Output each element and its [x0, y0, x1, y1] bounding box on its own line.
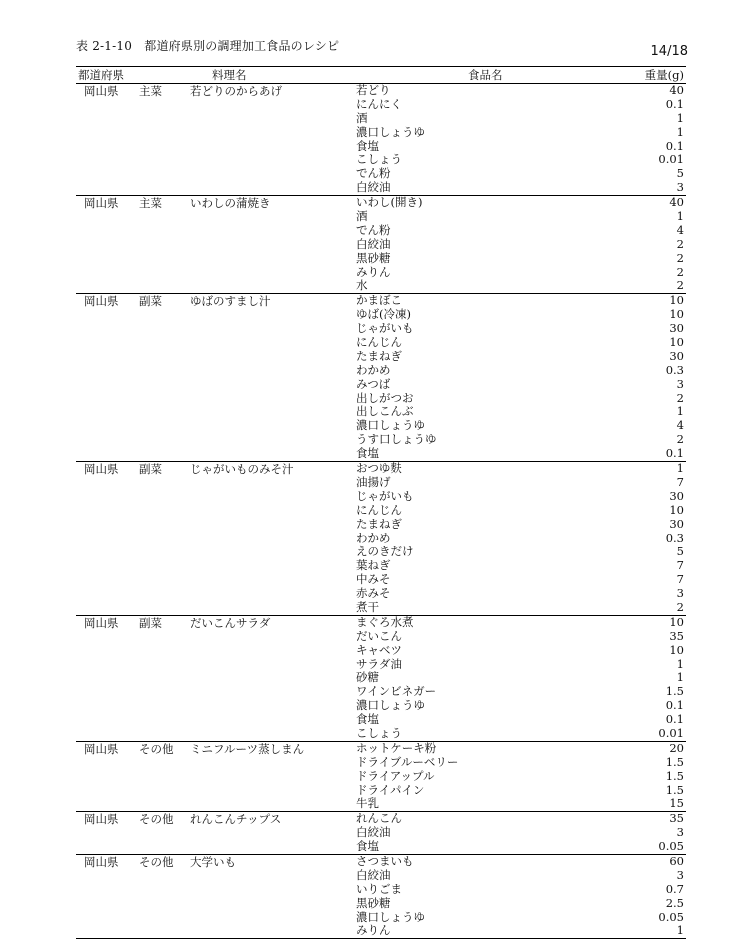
- weight-cell: 30: [669, 348, 684, 363]
- dish-name-cell: 若どりのからあげ: [190, 84, 282, 98]
- food-name-cell: 葉ねぎ: [356, 558, 391, 573]
- weight-cell: 2: [676, 264, 684, 279]
- weight-cell: 1: [676, 656, 684, 671]
- food-name-cell: ドライブルーベリー: [356, 754, 459, 769]
- weight-cell: 3: [676, 867, 684, 882]
- table-row: [76, 405, 686, 419]
- table-row: [76, 518, 686, 532]
- recipe-group: [76, 84, 686, 196]
- category-cell: その他: [139, 854, 174, 869]
- table-row: [76, 897, 686, 911]
- table-row: [76, 476, 686, 490]
- weight-cell: 1: [676, 404, 684, 419]
- table-row: [76, 294, 686, 308]
- weight-cell: 10: [669, 614, 684, 629]
- food-name-cell: じゃがいも: [356, 488, 414, 503]
- weight-cell: 1: [676, 110, 684, 125]
- weight-cell: 4: [676, 222, 684, 237]
- food-name-cell: 若どり: [356, 83, 391, 97]
- table-row: [76, 756, 686, 770]
- food-name-cell: 濃口しょうゆ: [356, 418, 425, 433]
- food-name-cell: いわし(開き): [356, 195, 423, 210]
- food-name-cell: 白絞油: [356, 236, 391, 251]
- weight-cell: 0.01: [658, 725, 684, 740]
- weight-cell: 2: [676, 278, 684, 293]
- weight-cell: 2.5: [665, 895, 684, 910]
- weight-cell: 3: [676, 180, 684, 195]
- dish-name-cell: ゆばのすまし汁: [190, 294, 271, 309]
- table-row: [76, 181, 686, 195]
- table-row: [76, 587, 686, 601]
- weight-cell: 40: [669, 83, 684, 97]
- prefecture-cell: 岡山県: [84, 615, 119, 630]
- weight-cell: 0.1: [665, 698, 684, 713]
- table-row: [76, 98, 686, 112]
- table-row: [76, 140, 686, 154]
- food-name-cell: ドライアップル: [356, 768, 435, 783]
- table-row: [76, 559, 686, 573]
- food-name-cell: 濃口しょうゆ: [356, 698, 425, 713]
- weight-cell: 10: [669, 642, 684, 657]
- food-name-cell: れんこん: [356, 811, 402, 826]
- dish-name-cell: ミニフルーツ蒸しまん: [190, 741, 305, 756]
- category-cell: 副菜: [139, 615, 162, 630]
- table-row: [76, 252, 686, 266]
- weight-cell: 1: [676, 124, 684, 139]
- food-name-cell: かまぼこ: [356, 293, 402, 308]
- header-food: 食品名: [468, 68, 503, 82]
- food-name-cell: にんにく: [356, 96, 402, 111]
- prefecture-cell: 岡山県: [84, 741, 119, 756]
- food-name-cell: こしょう: [356, 725, 402, 740]
- dish-name-cell: れんこんチップス: [190, 812, 282, 827]
- table-row: [76, 279, 686, 293]
- food-name-cell: うす口しょうゆ: [356, 432, 437, 447]
- food-name-cell: 水: [356, 278, 368, 293]
- table-row: [76, 797, 686, 811]
- food-name-cell: 白絞油: [356, 825, 391, 840]
- weight-cell: 35: [669, 811, 684, 826]
- prefecture-cell: 岡山県: [84, 812, 119, 827]
- food-name-cell: 砂糖: [356, 670, 379, 685]
- food-name-cell: みりん: [356, 923, 391, 938]
- table-row: [76, 869, 686, 883]
- table-header: [76, 66, 686, 84]
- weight-cell: 0.01: [658, 152, 684, 167]
- table-row: [76, 336, 686, 350]
- food-name-cell: 黒砂糖: [356, 895, 391, 910]
- table-row: [76, 490, 686, 504]
- table-row: [76, 826, 686, 840]
- food-name-cell: 油揚げ: [356, 474, 391, 489]
- weight-cell: 2: [676, 236, 684, 251]
- food-name-cell: こしょう: [356, 152, 402, 167]
- table-row: [76, 462, 686, 476]
- table-row: [76, 671, 686, 685]
- food-name-cell: 黒砂糖: [356, 250, 391, 265]
- header-prefecture: 都道府県: [78, 68, 124, 82]
- food-name-cell: いりごま: [356, 881, 402, 896]
- table-row: [76, 532, 686, 546]
- food-name-cell: 濃口しょうゆ: [356, 124, 425, 139]
- weight-cell: 2: [676, 432, 684, 447]
- table-row: [76, 196, 686, 210]
- table-row: [76, 685, 686, 699]
- food-name-cell: 酒: [356, 209, 368, 224]
- weight-cell: 40: [669, 195, 684, 210]
- weight-cell: 3: [676, 825, 684, 840]
- prefecture-cell: 岡山県: [84, 854, 119, 869]
- food-name-cell: 酒: [356, 110, 368, 125]
- recipe-group: [76, 855, 686, 939]
- weight-cell: 5: [676, 166, 684, 181]
- food-name-cell: おつゆ麩: [356, 461, 402, 476]
- category-cell: 副菜: [139, 294, 162, 309]
- table-row: [76, 742, 686, 756]
- weight-cell: 10: [669, 307, 684, 322]
- dish-name-cell: だいこんサラダ: [190, 615, 271, 630]
- category-cell: その他: [139, 812, 174, 827]
- weight-cell: 15: [669, 796, 684, 811]
- weight-cell: 35: [669, 628, 684, 643]
- table-row: [76, 699, 686, 713]
- weight-cell: 3: [676, 376, 684, 391]
- table-row: [76, 112, 686, 126]
- table-row: [76, 153, 686, 167]
- food-name-cell: 白絞油: [356, 180, 391, 195]
- weight-cell: 1: [676, 923, 684, 938]
- food-name-cell: サラダ油: [356, 656, 402, 671]
- weight-cell: 1.5: [665, 768, 684, 783]
- food-name-cell: 食塩: [356, 712, 379, 727]
- weight-cell: 30: [669, 321, 684, 336]
- food-name-cell: わかめ: [356, 362, 391, 377]
- table-row: [76, 630, 686, 644]
- table-row: [76, 433, 686, 447]
- recipe-group: [76, 462, 686, 616]
- food-name-cell: 出しこんぶ: [356, 404, 414, 419]
- recipe-group: [76, 616, 686, 742]
- food-name-cell: みつば: [356, 376, 391, 391]
- food-name-cell: じゃがいも: [356, 321, 414, 336]
- table-row: [76, 322, 686, 336]
- weight-cell: 10: [669, 335, 684, 350]
- table-row: [76, 210, 686, 224]
- weight-cell: 4: [676, 418, 684, 433]
- table-row: [76, 545, 686, 559]
- weight-cell: 2: [676, 250, 684, 265]
- weight-cell: 7: [676, 572, 684, 587]
- table-row: [76, 911, 686, 925]
- weight-cell: 1.5: [665, 684, 684, 699]
- table-row: [76, 770, 686, 784]
- table-row: [76, 238, 686, 252]
- food-name-cell: たまねぎ: [356, 348, 402, 363]
- table-row: [76, 350, 686, 364]
- food-name-cell: だいこん: [356, 628, 402, 643]
- category-cell: 主菜: [139, 196, 162, 211]
- food-name-cell: 赤みそ: [356, 586, 391, 601]
- table-row: [76, 855, 686, 869]
- recipe-group: [76, 196, 686, 294]
- table-row: [76, 573, 686, 587]
- food-name-cell: えのきだけ: [356, 544, 414, 559]
- food-name-cell: にんじん: [356, 335, 402, 350]
- weight-cell: 30: [669, 516, 684, 531]
- table-row: [76, 447, 686, 461]
- food-name-cell: みりん: [356, 264, 391, 279]
- food-name-cell: キャベツ: [356, 642, 402, 657]
- dish-name-cell: じゃがいものみそ汁: [190, 462, 294, 477]
- food-name-cell: 煮干: [356, 599, 379, 614]
- table-row: [76, 644, 686, 658]
- weight-cell: 0.1: [665, 96, 684, 111]
- food-name-cell: まぐろ水煮: [356, 614, 414, 629]
- dish-name-cell: いわしの蒲焼き: [190, 196, 271, 211]
- table-row: [76, 883, 686, 897]
- table-row: [76, 616, 686, 630]
- table-row: [76, 713, 686, 727]
- weight-cell: 0.3: [665, 362, 684, 377]
- weight-cell: 7: [676, 474, 684, 489]
- food-name-cell: さつまいも: [356, 853, 414, 868]
- food-name-cell: ワインビネガー: [356, 684, 437, 699]
- food-name-cell: 出しがつお: [356, 390, 414, 405]
- weight-cell: 10: [669, 293, 684, 308]
- weight-cell: 0.7: [665, 881, 684, 896]
- weight-cell: 30: [669, 488, 684, 503]
- weight-cell: 0.1: [665, 446, 684, 461]
- table-row: [76, 308, 686, 322]
- header-weight: 重量(g): [644, 68, 684, 82]
- weight-cell: 0.1: [665, 138, 684, 153]
- food-name-cell: でん粉: [356, 166, 391, 181]
- food-name-cell: 濃口しょうゆ: [356, 909, 425, 924]
- weight-cell: 0.05: [658, 839, 684, 854]
- page-number: 14/18: [650, 44, 688, 59]
- table-row: [76, 601, 686, 615]
- table-row: [76, 126, 686, 140]
- weight-cell: 1.5: [665, 754, 684, 769]
- food-name-cell: 食塩: [356, 839, 379, 854]
- weight-cell: 1.5: [665, 782, 684, 797]
- prefecture-cell: 岡山県: [84, 462, 119, 477]
- table-row: [76, 266, 686, 280]
- table-row: [76, 167, 686, 181]
- food-name-cell: ゆば(冷凍): [356, 307, 411, 322]
- category-cell: その他: [139, 741, 174, 756]
- food-name-cell: 食塩: [356, 446, 379, 461]
- weight-cell: 0.3: [665, 530, 684, 545]
- table-row: [76, 84, 686, 98]
- food-name-cell: にんじん: [356, 502, 402, 517]
- food-name-cell: ドライパイン: [356, 782, 425, 797]
- food-name-cell: わかめ: [356, 530, 391, 545]
- weight-cell: 1: [676, 670, 684, 685]
- header-dish: 料理名: [212, 68, 247, 82]
- recipe-table: [76, 66, 686, 939]
- table-row: [76, 924, 686, 938]
- food-name-cell: 中みそ: [356, 572, 391, 587]
- table-row: [76, 727, 686, 741]
- table-row: [76, 419, 686, 433]
- weight-cell: 5: [676, 544, 684, 559]
- table-row: [76, 224, 686, 238]
- prefecture-cell: 岡山県: [84, 294, 119, 309]
- weight-cell: 1: [676, 209, 684, 224]
- recipe-group: [76, 742, 686, 812]
- food-name-cell: でん粉: [356, 222, 391, 237]
- food-name-cell: たまねぎ: [356, 516, 402, 531]
- weight-cell: 1: [676, 461, 684, 476]
- table-row: [76, 784, 686, 798]
- weight-cell: 10: [669, 502, 684, 517]
- prefecture-cell: 岡山県: [84, 84, 119, 98]
- weight-cell: 0.1: [665, 712, 684, 727]
- food-name-cell: 牛乳: [356, 796, 379, 811]
- weight-cell: 2: [676, 599, 684, 614]
- table-row: [76, 364, 686, 378]
- dish-name-cell: 大学いも: [190, 854, 236, 869]
- table-row: [76, 840, 686, 854]
- weight-cell: 7: [676, 558, 684, 573]
- weight-cell: 20: [669, 740, 684, 755]
- table-body: [76, 84, 686, 939]
- weight-cell: 60: [669, 853, 684, 868]
- weight-cell: 3: [676, 586, 684, 601]
- recipe-group: [76, 294, 686, 462]
- table-row: [76, 392, 686, 406]
- document-title: 表 2-1-10 都道府県別の調理加工食品のレシピ: [76, 39, 340, 53]
- prefecture-cell: 岡山県: [84, 196, 119, 211]
- food-name-cell: ホットケーキ粉: [356, 740, 437, 755]
- table-row: [76, 378, 686, 392]
- recipe-group: [76, 812, 686, 855]
- category-cell: 主菜: [139, 84, 162, 98]
- table-row: [76, 658, 686, 672]
- table-row: [76, 504, 686, 518]
- table-row: [76, 812, 686, 826]
- weight-cell: 0.05: [658, 909, 684, 924]
- food-name-cell: 食塩: [356, 138, 379, 153]
- food-name-cell: 白絞油: [356, 867, 391, 882]
- category-cell: 副菜: [139, 462, 162, 477]
- weight-cell: 2: [676, 390, 684, 405]
